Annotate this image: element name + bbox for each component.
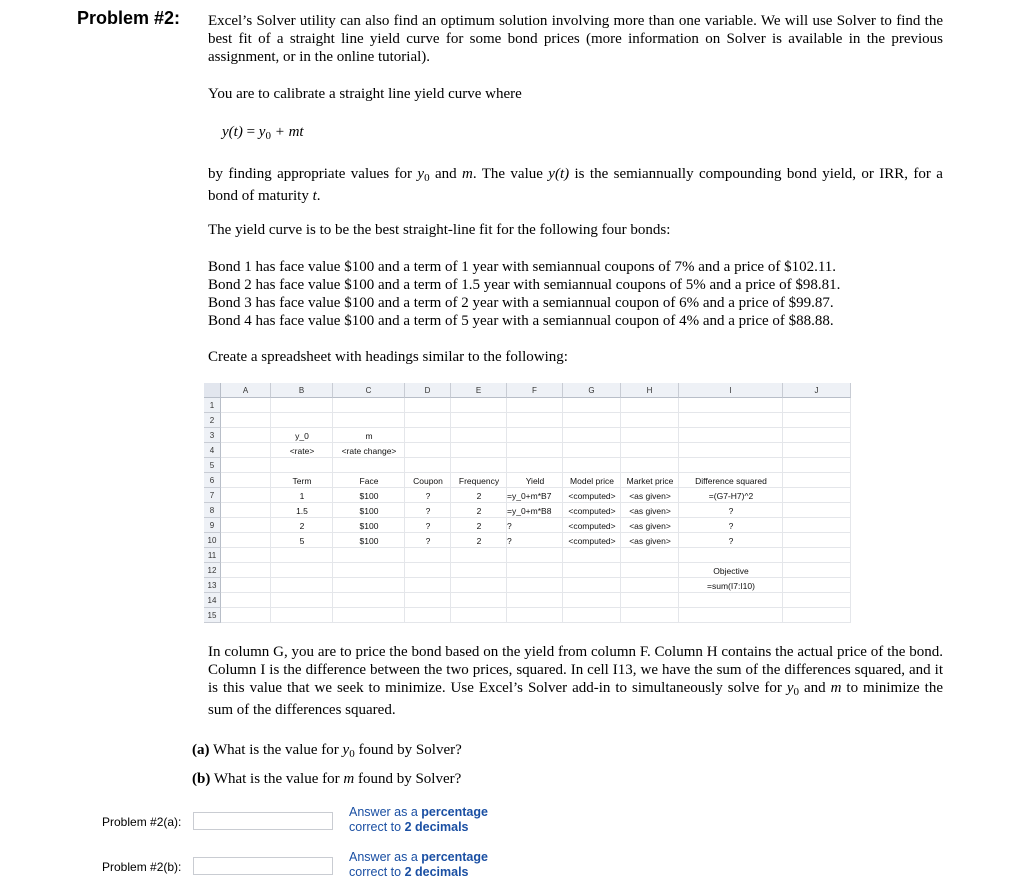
equation-y: y xyxy=(258,124,266,140)
bond-1: Bond 1 has face value $100 and a term of 1 year with semiannual coupons of 7% and a price of $102.11. xyxy=(208,259,837,275)
equation-equals: = xyxy=(246,124,256,140)
cell-f9[interactable]: ? xyxy=(507,521,512,531)
cell-h7[interactable]: <as given> xyxy=(629,491,671,501)
cell-e9[interactable]: 2 xyxy=(476,521,482,531)
equation-lhs: y(t) xyxy=(222,124,243,140)
bond-2: Bond 2 has face value $100 and a term of 1.5 year with semiannual coupons of 5% and a price of $98.81. xyxy=(208,277,841,293)
column-header-c[interactable]: C xyxy=(333,383,405,398)
row-header-7[interactable]: 7 xyxy=(204,488,221,503)
cell-e8[interactable]: 2 xyxy=(476,506,482,516)
cell-c8[interactable]: $100 xyxy=(359,506,379,516)
cell-c4[interactable]: <rate change> xyxy=(341,446,397,456)
column-header-d[interactable]: D xyxy=(405,383,451,398)
cell-b9[interactable]: 2 xyxy=(299,521,305,531)
cell-d7[interactable]: ? xyxy=(425,491,431,501)
cell-d9[interactable]: ? xyxy=(425,521,431,531)
header-market-price[interactable]: Market price xyxy=(626,476,674,486)
row-header-1[interactable]: 1 xyxy=(204,398,221,413)
row-header-13[interactable]: 13 xyxy=(204,578,221,593)
row-header-3[interactable]: 3 xyxy=(204,428,221,443)
header-yield[interactable]: Yield xyxy=(525,476,545,486)
cell-c10[interactable]: $100 xyxy=(359,536,379,546)
row-header-11[interactable]: 11 xyxy=(204,548,221,563)
header-term[interactable]: Term xyxy=(292,476,312,486)
cell-g7[interactable]: <computed> xyxy=(568,491,616,501)
column-header-a[interactable]: A xyxy=(221,383,271,398)
cell-h9[interactable]: <as given> xyxy=(629,521,671,531)
cell-c7[interactable]: $100 xyxy=(359,491,379,501)
equation-subscript: 0 xyxy=(265,130,271,142)
fit-sentence: The yield curve is to be the best straight-line fit for the following four bonds: xyxy=(208,222,671,238)
row-header-8[interactable]: 8 xyxy=(204,503,221,518)
cell-i13[interactable]: =sum(I7:I10) xyxy=(707,581,755,591)
column-header-e[interactable]: E xyxy=(451,383,507,398)
cell-b7[interactable]: 1 xyxy=(299,491,305,501)
create-sentence: Create a spreadsheet with headings similar to the following: xyxy=(208,349,568,365)
cell-e7[interactable]: 2 xyxy=(476,491,482,501)
header-model-price[interactable]: Model price xyxy=(570,476,614,486)
column-header-b[interactable]: B xyxy=(271,383,333,398)
cell-g9[interactable]: <computed> xyxy=(568,521,616,531)
cell-b4[interactable]: <rate> xyxy=(289,446,315,456)
answer-b-input[interactable] xyxy=(193,857,333,875)
cell-e10[interactable]: 2 xyxy=(476,536,482,546)
cell-i8[interactable]: ? xyxy=(728,506,734,516)
row-header-10[interactable]: 10 xyxy=(204,533,221,548)
grid-line-h xyxy=(221,622,851,623)
row-header-12[interactable]: 12 xyxy=(204,563,221,578)
intro-paragraph: Excel’s Solver utility can also find an optimum solution involving more than one variable. We will use Solver to find the best fit of a straight line yield curve for some bond prices (more information on Solver is available in the previous assignment, or in the online tutorial). xyxy=(208,13,943,65)
grid-line-h xyxy=(221,562,851,563)
bond-list xyxy=(208,258,943,330)
column-header-f[interactable]: F xyxy=(507,383,563,398)
grid-line-h xyxy=(221,427,851,428)
cell-g10[interactable]: <computed> xyxy=(568,536,616,546)
cell-b10[interactable]: 5 xyxy=(299,536,305,546)
cell-b3[interactable]: y_0 xyxy=(295,431,309,441)
column-header-g[interactable]: G xyxy=(563,383,621,398)
row-header-15[interactable]: 15 xyxy=(204,608,221,623)
cell-i7[interactable]: =(G7-H7)^2 xyxy=(708,491,754,501)
answer-b-hint: Answer as a percentage correct to 2 decimals xyxy=(349,850,488,879)
answer-a-input[interactable] xyxy=(193,812,333,830)
bond-4: Bond 4 has face value $100 and a term of 5 year with a semiannual coupon of 4% and a price of $88.88. xyxy=(208,313,834,329)
answer-a-label: Problem #2(a): xyxy=(102,815,182,829)
cell-g8[interactable]: <computed> xyxy=(568,506,616,516)
header-coupon[interactable]: Coupon xyxy=(413,476,443,486)
cell-b8[interactable]: 1.5 xyxy=(296,506,308,516)
cell-i10[interactable]: ? xyxy=(728,536,734,546)
grid-line-h xyxy=(221,472,851,473)
cell-c3[interactable]: m xyxy=(365,431,373,441)
calibrate-sentence: You are to calibrate a straight line yield curve where xyxy=(208,86,522,102)
header-face[interactable]: Face xyxy=(359,476,379,486)
cell-d10[interactable]: ? xyxy=(425,536,431,546)
cell-f7[interactable]: =y_0+m*B7 xyxy=(507,491,552,501)
explain-paragraph: In column G, you are to price the bond based on the yield from column F. Column H contains the actual price of the bond. Column I is the difference between the two prices, squared. In cell I13, we have the sum of the differences squared, and it is this value that we seek to minimize. Use Excel’s Solver add-in to simultaneously solve for $y_0$ and m to minimize the sum of the differences squared. xyxy=(208,644,943,718)
column-header-h[interactable]: H xyxy=(621,383,679,398)
spreadsheet xyxy=(204,383,851,623)
cell-d8[interactable]: ? xyxy=(425,506,431,516)
row-header-14[interactable]: 14 xyxy=(204,593,221,608)
grid-line-v xyxy=(850,398,851,623)
column-header-i[interactable]: I xyxy=(679,383,783,398)
cell-i9[interactable]: ? xyxy=(728,521,734,531)
header-difference-squared[interactable]: Difference squared xyxy=(695,476,767,486)
sheet-corner[interactable] xyxy=(204,383,221,398)
header-frequency[interactable]: Frequency xyxy=(458,476,500,486)
finding-paragraph: by finding appropriate values for $y_0$ and m. The value y(t) is the semiannually compounding bond yield, or IRR, for a bond of maturity t. xyxy=(208,166,943,204)
yield-curve-equation xyxy=(222,123,304,145)
cell-h10[interactable]: <as given> xyxy=(629,536,671,546)
grid-line-h xyxy=(221,412,851,413)
bond-3: Bond 3 has face value $100 and a term of 2 year with a semiannual coupon of 6% and a price of $99.87. xyxy=(208,295,834,311)
row-header-9[interactable]: 9 xyxy=(204,518,221,533)
cell-f8[interactable]: =y_0+m*B8 xyxy=(507,506,552,516)
row-header-5[interactable]: 5 xyxy=(204,458,221,473)
problem-title: Problem #2: xyxy=(77,8,181,28)
grid-line-h xyxy=(221,607,851,608)
equation-rhs: + mt xyxy=(274,124,304,140)
cell-i12[interactable]: Objective xyxy=(713,566,749,576)
cell-h8[interactable]: <as given> xyxy=(629,506,671,516)
answer-a-hint: Answer as a percentage correct to 2 decimals xyxy=(349,805,488,834)
column-header-j[interactable]: J xyxy=(783,383,851,398)
row-header-6[interactable]: 6 xyxy=(204,473,221,488)
question-b: (b) What is the value for m found by Solver? xyxy=(192,771,462,787)
row-header-2[interactable]: 2 xyxy=(204,413,221,428)
row-header-4[interactable]: 4 xyxy=(204,443,221,458)
cell-c9[interactable]: $100 xyxy=(359,521,379,531)
question-a: (a) What is the value for $y_0$ found by Solver? xyxy=(192,742,462,760)
answer-b-label: Problem #2(b): xyxy=(102,860,182,874)
cell-f10[interactable]: ? xyxy=(507,536,512,546)
